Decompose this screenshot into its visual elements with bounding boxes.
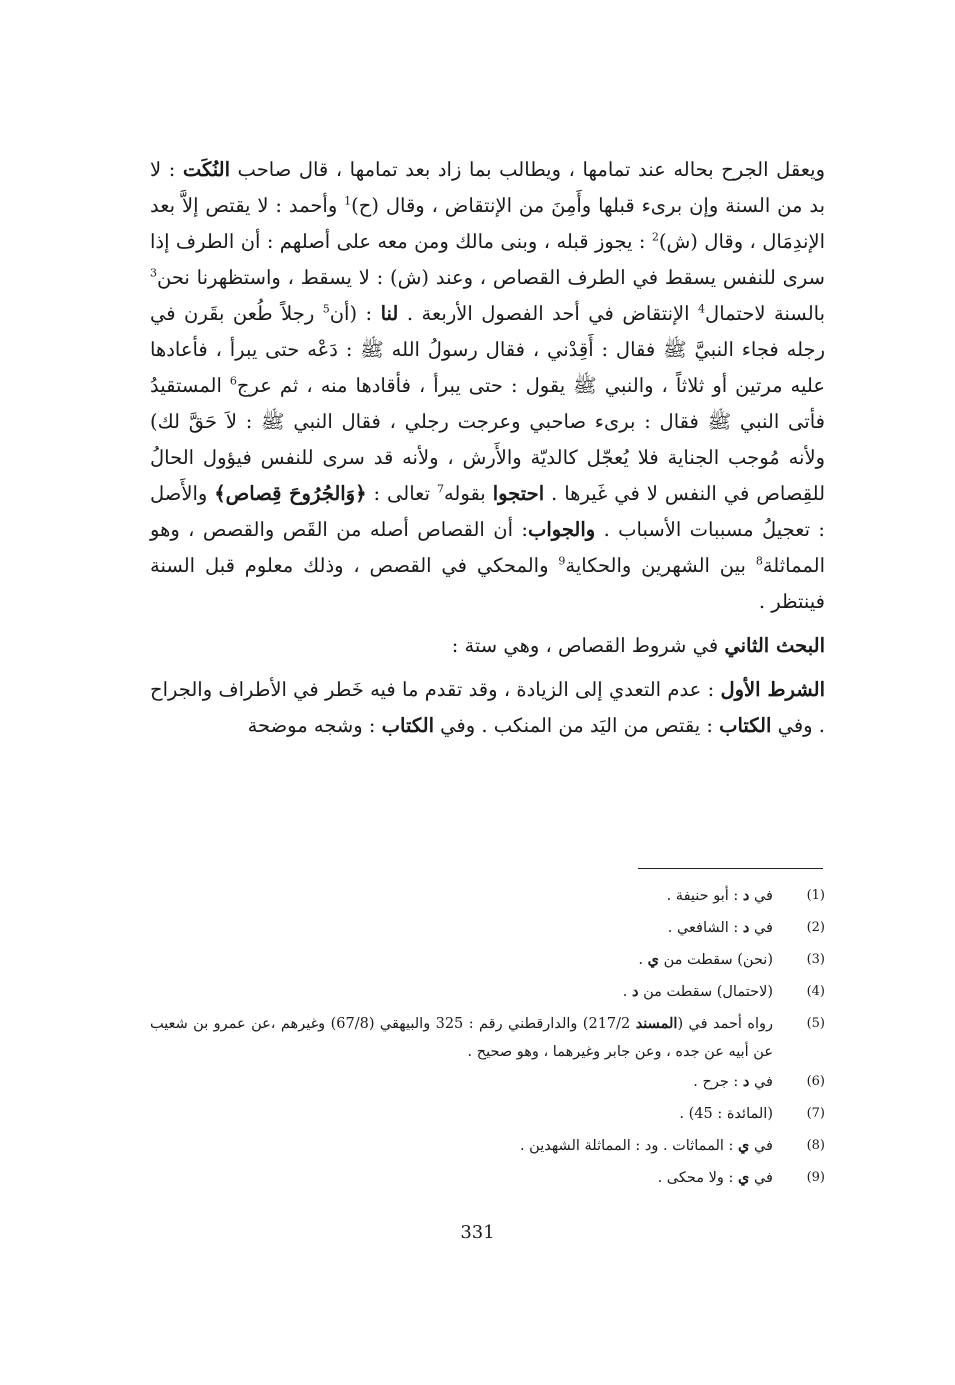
text-line: : يجوز قبله ، وبنى مالك ومن معه على أصلهم : أن: [240, 230, 652, 253]
text-line: والجراح . وفي: [150, 678, 825, 737]
footnote-part: رواه أحمد في (: [677, 1016, 773, 1032]
footnote-part: : أبو حنيفة .: [666, 888, 743, 904]
text-line: حتى يبرأ ، فأعادها عليه مرتين أو ثلاثاً ، والنبي ﷺ يقول : حتى يبرأ ، فأقادها منه ،: [150, 338, 825, 397]
text-line: واستظهرنا نحن: [157, 266, 281, 289]
footnote-ref: 1: [344, 194, 352, 208]
footnote-part: .: [638, 952, 648, 968]
text-line: في القصص ، وذلك معلوم قبل السنة فينتظر .: [150, 554, 825, 613]
bold-term: والجواب: [527, 518, 596, 541]
footnote-text: [150, 1008, 773, 1066]
footnote-bold: د: [742, 919, 750, 936]
footnotes: [150, 880, 825, 1194]
footnote-number: (8): [806, 1138, 825, 1153]
footnote-bold: ي: [738, 1169, 750, 1186]
footnote-part: (نحن) سقطت من: [659, 952, 773, 968]
text-line: لا بد من السنة وإن برىء قبلها وأَمِنَ من الإنتقاض ، وقال (ح): [150, 158, 826, 217]
page-number: 331: [460, 1222, 495, 1243]
footnote-number: (1): [806, 888, 825, 903]
footnote: [150, 944, 825, 976]
footnote-number: (3): [806, 952, 825, 967]
text-line: رجلاً طُعن بقَرن في رجله فجاء النبيَّ ﷺ فقال : أَقِدْني ، فقال رسولُ الله ﷺ : دَعْه: [150, 302, 825, 361]
footnote-part: في: [749, 888, 773, 904]
bold-term: النُكَت: [182, 158, 230, 181]
text-line: تعالى :: [373, 482, 437, 505]
footnote-part: (لاحتمال) سقطت من: [638, 984, 773, 1000]
footnote: [150, 1098, 825, 1130]
condition-heading: الشرط الأول: [720, 678, 825, 701]
footnote-bold: د: [742, 1073, 750, 1090]
footnote-part: : جرح .: [693, 1074, 743, 1090]
main-text: [150, 152, 825, 744]
text-line: الإنتقاض في أحد الفصول الأربعة .: [398, 302, 699, 325]
footnote-part: (المائدة : 45) .: [679, 1106, 773, 1122]
footnote-text: [150, 976, 773, 1008]
text-line: : وشجه موضحة: [247, 714, 382, 737]
footnote-text: [150, 880, 773, 912]
footnote: [150, 912, 825, 944]
footnote-ref: 9: [558, 554, 566, 568]
footnote-ref: 7: [436, 482, 444, 496]
footnote: [150, 1130, 825, 1162]
text-line: بعد الإندِمَال ، وقال (ش): [150, 194, 826, 253]
footnote-ref: 3: [150, 266, 157, 280]
text-line: والأَصل : تعجيلُ مسببات الأسباب .: [150, 482, 825, 541]
footnote-bold: د: [742, 887, 750, 904]
paragraph-1: [150, 152, 825, 620]
footnote-part: : الشافعي .: [667, 920, 743, 936]
text-line: : يقتص من اليَد من المنكب . وفي: [433, 714, 720, 737]
footnote-number: (7): [806, 1106, 825, 1121]
footnote-text: [150, 1162, 773, 1194]
text-line: : أن: [493, 518, 528, 541]
footnote-part: في: [749, 1074, 773, 1090]
footnote-part: في: [749, 1138, 773, 1154]
text-line: : (أن: [329, 302, 381, 325]
footnote-ref: 2: [651, 230, 659, 244]
footnote: [150, 1008, 825, 1066]
footnote: [150, 880, 825, 912]
text-line: القصاص أصله من القَص والقصص ، وهو المماثلة: [150, 518, 825, 577]
footnote-text: [150, 1130, 773, 1162]
footnote-ref: 4: [698, 302, 706, 316]
footnote-text: [150, 912, 773, 944]
quran-verse: ﴿وَالجُرُوحَ قِصاص﴾: [214, 482, 367, 505]
text-line: سرى للنفس فيؤول الحالُ للقِصاص في النفس لا في غَيرها .: [150, 446, 826, 505]
text-line: النبي ﷺ : لاَ حَقَّ لك) ولأنه مُوجب الجناية فلا يُعجّل كالديّة والأَرش ، ولأنه قد: [150, 410, 826, 469]
footnote-number: (2): [806, 920, 825, 935]
text-line: المستقيدُ فأتى النبي ﷺ فقال : برىء صاحبي وعرجت رجلي ، فقال: [150, 374, 825, 433]
footnote: [150, 1066, 825, 1098]
footnote-number: (5): [806, 1016, 825, 1031]
text-line: بالسنة لاحتمال: [705, 302, 826, 325]
bold-term: الكتاب: [381, 714, 434, 737]
footnote: [150, 976, 825, 1008]
footnote-ref: 6: [229, 374, 237, 388]
footnote-text: [150, 1098, 773, 1130]
footnote-ref: 8: [755, 554, 763, 568]
text-line: وأحمد : لا يقتص إلاَّ: [181, 194, 345, 217]
text-line: والمحكي: [476, 554, 559, 577]
text-line: :: [168, 158, 183, 181]
text-line: بقوله: [443, 482, 493, 505]
bold-term: لنا: [380, 302, 399, 325]
text-line: : عدم التعدي إلى الزيادة ، وقد تقدم ما فيه خَطر في الأطراف: [218, 678, 721, 701]
footnote-part: في: [749, 920, 773, 936]
footnote-part: في: [749, 1170, 773, 1186]
footnote-bold: ي: [647, 951, 659, 968]
footnote-number: (9): [806, 1170, 825, 1185]
footnote-number: (4): [806, 984, 825, 999]
text-line: بين الشهرين والحكاية: [565, 554, 756, 577]
text-line: ويعقل الجرح بحاله عند تمامها ، ويطالب بما زاد بعد تمامها ، قال صاحب: [230, 158, 825, 181]
footnote-bold: د: [632, 983, 639, 1000]
footnote-divider: [638, 868, 823, 869]
bold-term: الكتاب: [719, 714, 772, 737]
bold-term: احتجوا: [492, 482, 545, 505]
paragraph-3: [150, 672, 825, 744]
footnote-ref: 5: [322, 302, 330, 316]
footnote-part: .: [622, 984, 633, 1000]
footnote-text: [150, 944, 773, 976]
text-line: ثم عرج: [236, 374, 299, 397]
text-line: الطرف إذا سرى للنفس يسقط في الطرف القصاص ، وعند (ش) : لا يسقط ،: [150, 230, 825, 289]
footnote-bold: ي: [738, 1137, 750, 1154]
section-heading: البحث الثاني: [724, 634, 825, 657]
paragraph-2: [150, 628, 825, 664]
footnote-text: [150, 1066, 773, 1098]
footnote: [150, 1162, 825, 1194]
footnote-part: 217/2) والدارقطني رقم : 325 والبيهقي (67/8) وغيرهم ،عن عمرو بن شعيب عن أبيه عن جده ، وعن جابر وغيرهما ، وهو صحيح .: [150, 1016, 773, 1060]
footnote-part: : المماثات . ود : المماثلة الشهدين .: [519, 1138, 738, 1154]
text-line: في شروط القصاص ، وهي ستة :: [451, 634, 725, 657]
footnote-number: (6): [806, 1074, 825, 1089]
footnote-part: : ولا محكى .: [657, 1170, 738, 1186]
footnote-bold: المسند: [635, 1015, 678, 1032]
